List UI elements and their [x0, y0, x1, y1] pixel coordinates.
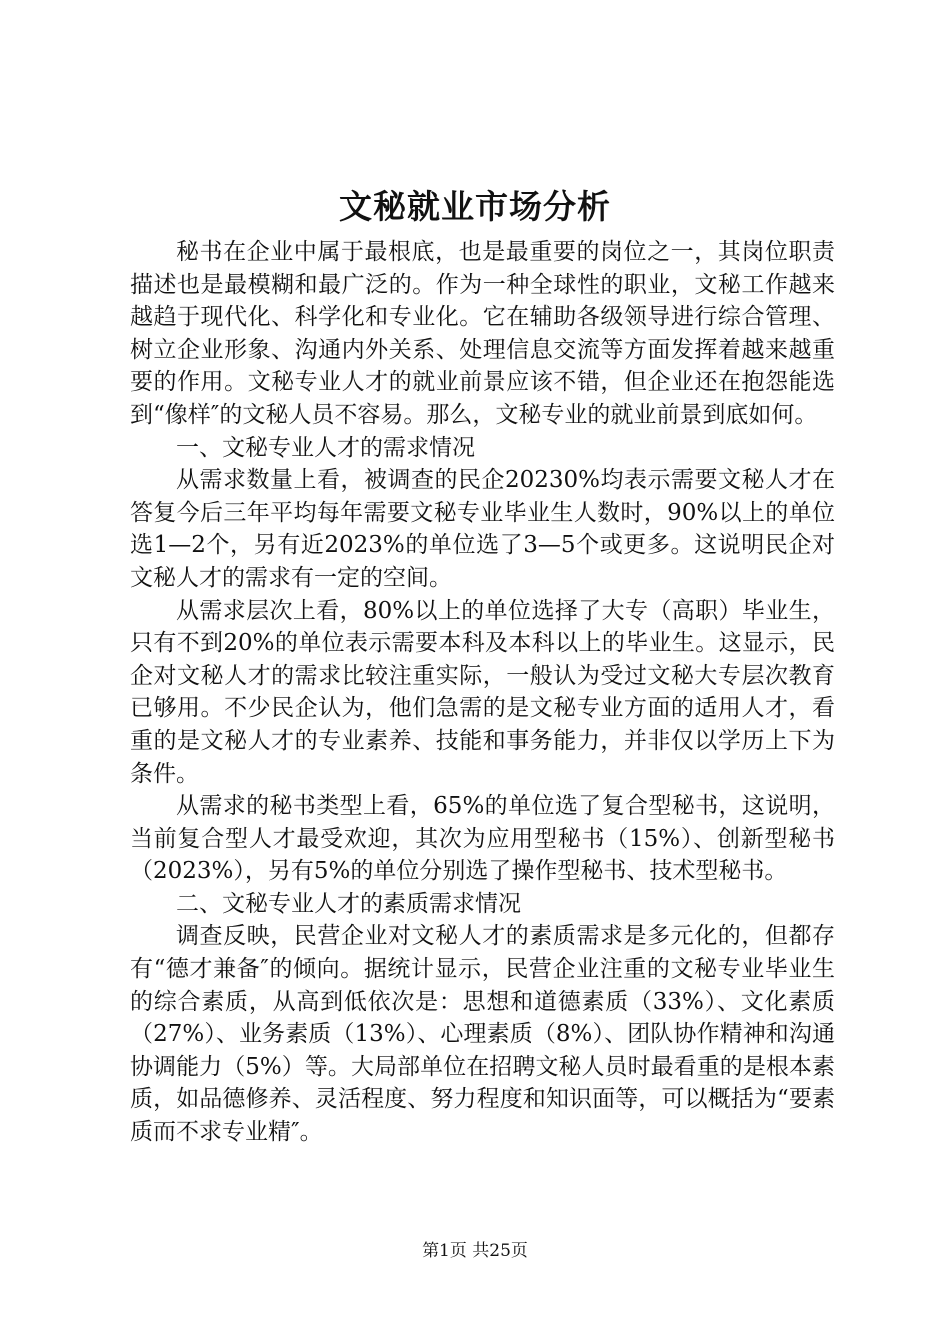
section-heading-demand: 一、文秘专业人才的需求情况 [176, 434, 475, 461]
paragraph-intro: 秘书在企业中属于最根底，也是最重要的岗位之一，其岗位职责描述也是最模糊和最广泛的。作为一种全球性的职业，文秘工作越来越趋于现代化、科学化和专业化。它在辅助各级领导进行综合管理、树立企业形象、沟通内外关系、处理信息交流等方面发挥着越来越重要的作用。文秘专业人才的就业前景应该不错，但企业还在抱怨能选到“像样″的文秘人员不容易。那么，文秘专业的就业前景到底如何。 [130, 239, 835, 428]
paragraph-demand-quantity: 从需求数量上看，被调查的民企20230%均表示需要文秘人才在答复今后三年平均每年需要文秘专业毕业生人数时，90%以上的单位选1—2个，另有近2023%的单位选了3—5个或更多。这说明民企对文秘人才的需求有一定的空间。 [130, 467, 835, 591]
page-footer [0, 1239, 950, 1263]
paragraph-quality: 调查反映，民营企业对文秘人才的素质需求是多元化的，但都存有“德才兼备″的倾向。据统计显示，民营企业注重的文秘专业毕业生的综合素质，从高到低依次是：思想和道德素质（33%）、文化素质（27%）、业务素质（13%）、心理素质（8%）、团队协作精神和沟通协调能力（5%）等。大局部单位在招聘文秘人员时最看重的是根本素质，如品德修养、灵活程度、努力程度和知识面等，可以概括为“要素质而不求专业精″。 [130, 923, 835, 1146]
paragraph-demand-level: 从需求层次上看，80%以上的单位选择了大专（高职）毕业生，只有不到20%的单位表示需要本科及本科以上的毕业生。这显示，民企对文秘人才的需求比较注重实际，一般认为受过文秘大专层次教育已够用。不少民企认为，他们急需的是文秘专业方面的适用人才，看重的是文秘人才的专业素养、技能和事务能力，并非仅以学历上下为条件。 [130, 597, 835, 787]
document-title: 文秘就业市场分析 [339, 187, 611, 226]
section-heading-quality: 二、文秘专业人才的素质需求情况 [176, 890, 521, 917]
paragraph-demand-type: 从需求的秘书类型上看，65%的单位选了复合型秘书，这说明，当前复合型人才最受欢迎，其次为应用型秘书（15%）、创新型秘书（2023%），另有5%的单位分别选了操作型秘书、技术型秘书。 [130, 793, 835, 885]
document-body [130, 236, 835, 1149]
page-indicator: 第1页 共25页 [422, 1241, 528, 1261]
